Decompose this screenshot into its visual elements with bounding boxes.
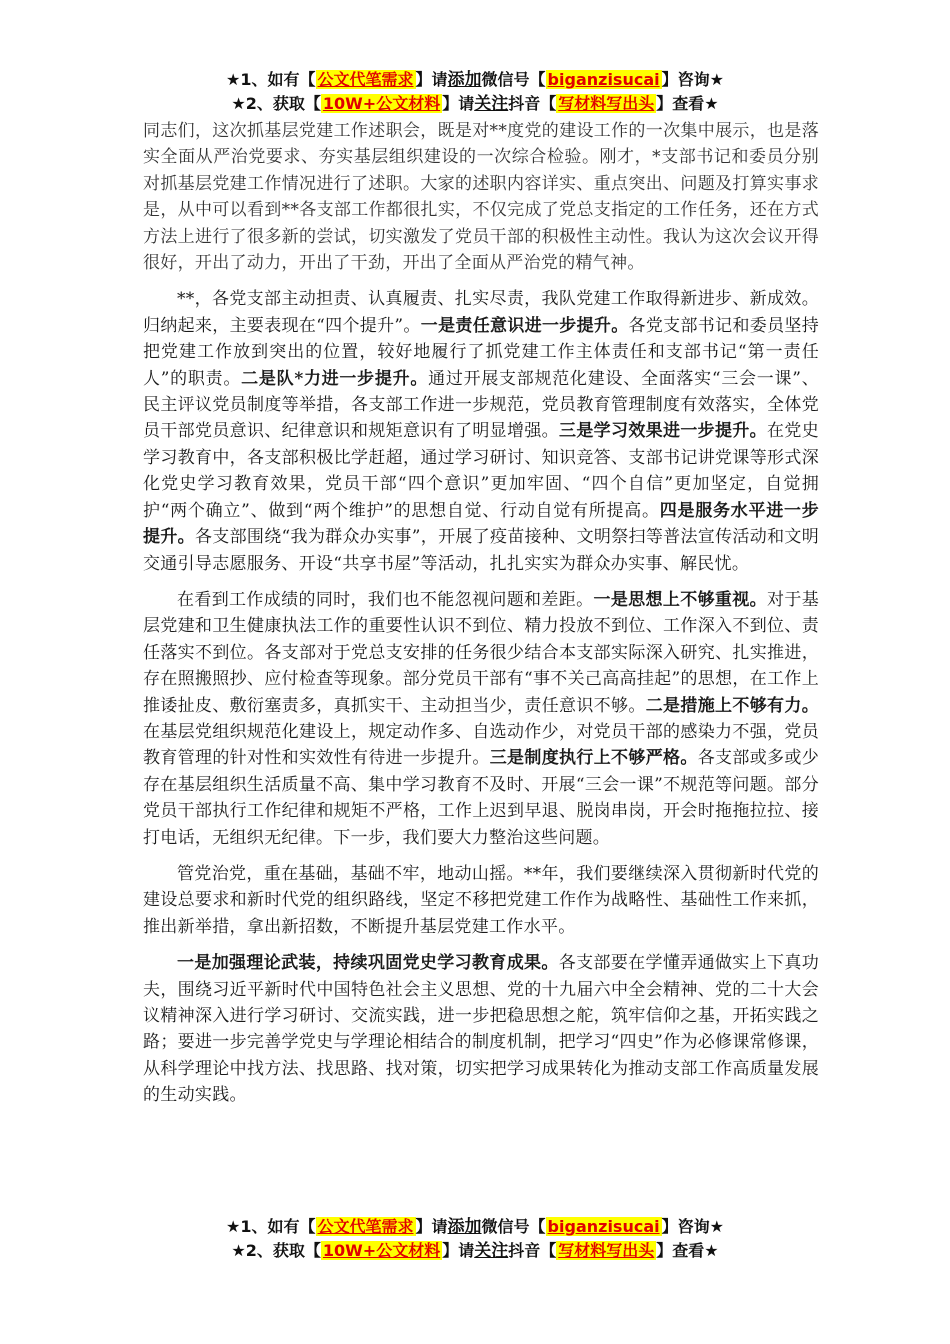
text-run: 在基层党组织规范化建设上，规定动作多、自选动作少，对党员干部的感染力不强，党员教育管理的针对性和实效性有待进一步提升。 <box>143 721 819 769</box>
ad-text: 】咨询★ <box>661 1217 724 1236</box>
ad-text: 微信号【 <box>481 1217 546 1236</box>
paragraph <box>143 286 819 576</box>
ad-emphasis: 添加 <box>447 1217 482 1237</box>
ad-highlight-materials: 10W+公文材料 <box>322 94 441 113</box>
bold-heading-run: 四是服务水平进一步提升。 <box>143 500 820 548</box>
ad-text: 抖音【 <box>508 1241 557 1260</box>
ad-line-2 <box>0 92 950 116</box>
text-run: **，各党支部主动担责、认真履责、扎实尽责，我队党建工作取得新进步、新成效。归纳起来，主要表现在“四个提升”。 <box>143 289 819 336</box>
ad-text: 】请 <box>442 94 475 113</box>
ad-text: 】请 <box>415 70 448 89</box>
ad-text: ★2、获取【 <box>231 1241 321 1260</box>
paragraph <box>143 587 819 851</box>
ad-text: 】请 <box>442 1241 475 1260</box>
text-run: 各支部围绕“我为群众办实事”，开展了疫苗接种、文明祭扫等普法宣传活动和文明交通引导志愿服务、开设“共享书屋”等活动，扎扎实实为群众办实事、解民忧。 <box>143 527 819 574</box>
ad-highlight-service: 公文代笔需求 <box>317 1217 414 1236</box>
bold-heading-run: 一是思想上不够重视。 <box>593 589 767 610</box>
text-run: 各党支部书记和委员坚持把党建工作放到突出的位置，较好地履行了抓党建工作主体责任和支部书记“第一责任人”的职责。 <box>143 315 819 389</box>
text-run: 对于基层党建和卫生健康执法工作的重要性认识不到位、精力投放不到位、工作深入不到位、责任落实不到位。各支部对于党总支安排的任务很少结合本支部实际深入研究、扎实推进，存在照搬照抄、应付检查等现象。部分党员干部有“事不关己高高挂起”的思想，在工作上推诿扯皮、敷衍塞责多，真抓实干、主动担当少，责任意识不够。 <box>143 589 820 716</box>
paragraph <box>143 950 819 1108</box>
text-run: 各支部或多或少存在基层组织生活质量不高、集中学习教育不及时、开展“三会一课”不规范等问题。部分党员干部执行工作纪律和规矩不严格，工作上迟到早退、脱岗串岗，开会时拖拖拉拉、接打电话，无组织无纪律。下一步，我们要大力整治这些问题。 <box>143 748 820 848</box>
ad-text: 抖音【 <box>508 94 557 113</box>
ad-line-1 <box>0 68 950 92</box>
ad-highlight-douyin: 写材料写出头 <box>558 1241 655 1260</box>
bold-heading-run: 一是责任意识进一步提升。 <box>420 315 629 336</box>
text-run: 管党治党，重在基础，基础不牢，地动山摇。**年，我们要继续深入贯彻新时代党的建设总要求和新时代党的组织路线，坚定不移把党建工作作为战略性、基础性工作来抓，推出新举措，拿出新招数，不断提升基层党建工作水平。 <box>143 863 819 937</box>
ad-text: 】查看★ <box>656 1241 719 1260</box>
ad-emphasis: 关注 <box>474 1241 509 1261</box>
bold-heading-run: 三是学习效果进一步提升。 <box>559 421 768 442</box>
ad-highlight-materials: 10W+公文材料 <box>322 1241 441 1260</box>
bold-heading-run: 一是加强理论武装，持续巩固党史学习教育成果。 <box>177 953 559 974</box>
ad-banner-top <box>0 68 950 116</box>
ad-text: ★1、如有【 <box>226 1217 316 1236</box>
bold-heading-run: 二是队*力进一步提升。 <box>241 368 429 389</box>
bold-heading-run: 二是措施上不够有力。 <box>645 695 820 716</box>
text-run: 在看到工作成绩的同时，我们也不能忽视问题和差距。 <box>177 589 594 610</box>
ad-emphasis: 关注 <box>474 94 509 114</box>
ad-text: 】查看★ <box>656 94 719 113</box>
ad-highlight-wechat: biganzisucai <box>547 1217 660 1236</box>
ad-text: ★1、如有【 <box>226 70 316 89</box>
ad-line-1 <box>0 1215 950 1239</box>
text-run: 各支部要在学懂弄通做实上下真功夫，围绕习近平新时代中国特色社会主义思想、党的十九届六中全会精神、党的二十大会议精神深入进行学习研讨、交流实践，进一步把稳思想之舵，筑牢信仰之基，开拓实践之路；要进一步完善学党史与学理论相结合的制度机制，把学习“四史”作为必修课常修课，从科学理论中找方法、找思路、找对策，切实把学习成果转化为推动支部工作高质量发展的生动实践。 <box>143 953 820 1106</box>
ad-text: 微信号【 <box>481 70 546 89</box>
ad-text: 】咨询★ <box>661 70 724 89</box>
bold-heading-run: 三是制度执行上不够严格。 <box>489 748 698 769</box>
ad-emphasis: 添加 <box>447 70 482 90</box>
ad-highlight-service: 公文代笔需求 <box>317 70 414 89</box>
text-run: 通过开展支部规范化建设、全面落实“三会一课”、民主评议党员制度等举措，各支部工作进一步规范，党员教育管理制度有效落实，全体党员干部党员意识、纪律意识和规矩意识有了明显增强。 <box>143 368 819 442</box>
ad-highlight-wechat: biganzisucai <box>547 70 660 89</box>
ad-banner-bottom <box>0 1215 950 1263</box>
text-run: 同志们，这次抓基层党建工作述职会，既是对**度党的建设工作的一次集中展示，也是落实全面从严治党要求、夯实基层组织建设的一次综合检验。刚才，*支部书记和委员分别对抓基层党建工作情况进行了述职。大家的述职内容详实、重点突出、问题及打算实事求是，从中可以看到**各支部工作都很扎实，不仅完成了党总支指定的工作任务，还在方式方法上进行了很多新的尝试，切实激发了党员干部的积极性主动性。我认为这次会议开得很好，开出了动力，开出了干劲，开出了全面从严治党的精气神。 <box>143 121 819 274</box>
paragraph <box>143 861 819 940</box>
paragraph <box>143 118 819 276</box>
text-run: 在党史学习教育中，各支部积极比学赶超，通过学习研讨、知识竞答、支部书记讲党课等形式深化党史学习教育效果，党员干部“四个意识”更加牢固、“四个自信”更加坚定，自觉拥护“两个确立”、做到“两个维护”的思想自觉、行动自觉有所提高。 <box>143 421 819 521</box>
ad-text: 】请 <box>415 1217 448 1236</box>
ad-highlight-douyin: 写材料写出头 <box>558 94 655 113</box>
ad-text: ★2、获取【 <box>231 94 321 113</box>
document-body <box>143 118 819 1119</box>
ad-line-2 <box>0 1239 950 1263</box>
